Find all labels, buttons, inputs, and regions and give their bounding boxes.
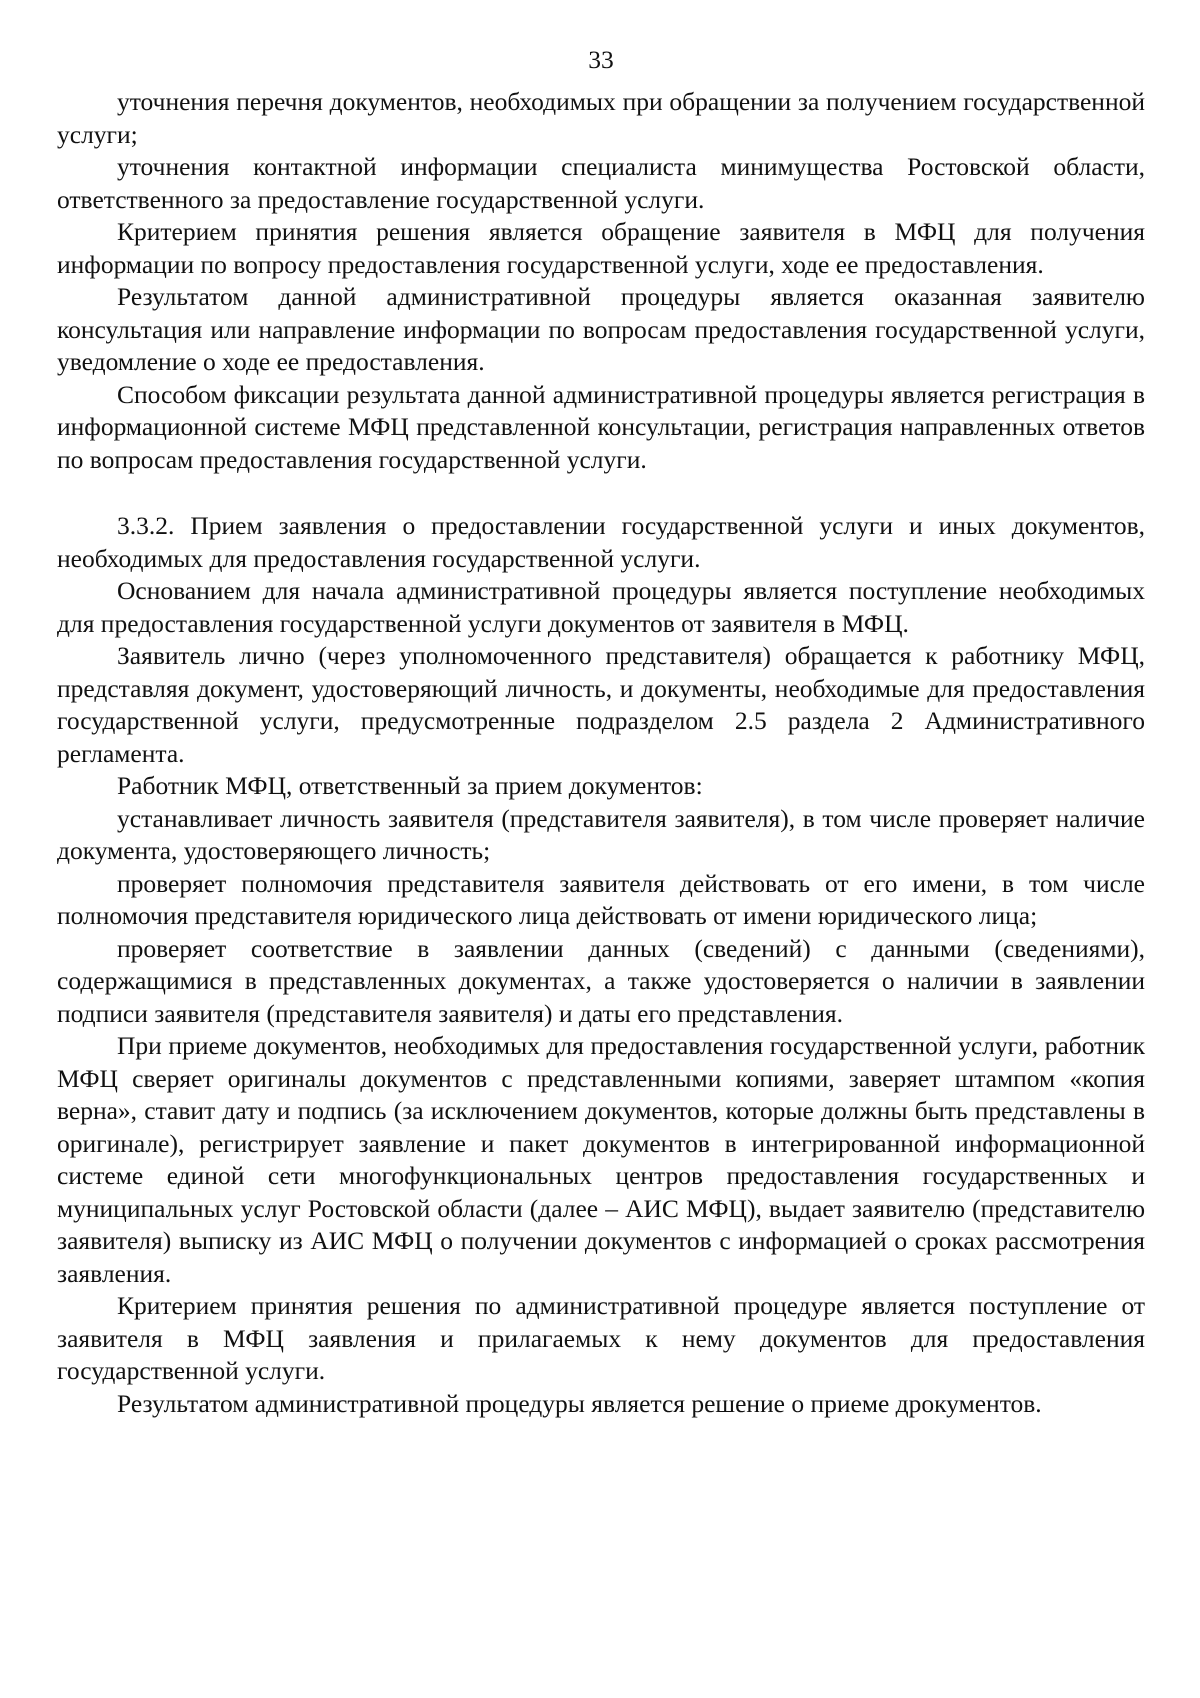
paragraph-basis: Основанием для начала административной процедуры является поступление необходимых для предоставления государственной услуги документов от заявителя в МФЦ. bbox=[57, 576, 1145, 638]
page-number: 33 bbox=[588, 45, 614, 74]
section-gap bbox=[57, 476, 1145, 510]
paragraph-authority-check: проверяет полномочия представителя заявителя действовать от его имени, в том числе полномочия представителя юридического лица действовать от имени юридического лица; bbox=[57, 868, 1145, 930]
paragraph-decision-criterion: Критерием принятия решения является обращение заявителя в МФЦ для получения информации по вопросу предоставления государственной услуги, ходе ее предоставления. bbox=[57, 217, 1145, 279]
paragraph-data-compliance: проверяет соответствие в заявлении данных (сведений) с данными (сведениями), содержащимися в представленных документах, а также удостоверяется о наличии в заявлении подписи заявителя (представителя заявителя) и даты его представления. bbox=[57, 933, 1145, 1028]
paragraph-result: Результатом данной административной процедуры является оказанная заявителю консультация или направление информации по вопросам предоставления государственной услуги, уведомление о ходе ее предоставления. bbox=[57, 282, 1145, 376]
paragraph-applicant-appeal: Заявитель лично (через уполномоченного представителя) обращается к работнику МФЦ, представляя документ, удостоверяющий личность, и документы, необходимые для предоставления государственной услуги, предусмотренные подразделом 2.5 раздела 2 Административного регламента. bbox=[57, 641, 1145, 768]
section-heading-3-3-2: 3.3.2. Прием заявления о предоставлении государственной услуги и иных документов, необходимых для предоставления государственной услуги. bbox=[57, 511, 1145, 573]
paragraph-document-reception: При приеме документов, необходимых для предоставления государственной услуги, работник МФЦ сверяет оригиналы документов с представленными копиями, заверяет штампом «копия верна», ставит дату и подпись (за исключением документов, которые должны быть представлены в оригинале), регистрирует заявление и пакет документов в интегрированной информационной системе единой сети многофункциональных центров предоставления государственных и муниципальных услуг Ростовской области (далее – АИС МФЦ), выдает заявителю (представителю заявителя) выписку из АИС МФЦ о получении документов с информацией о сроках рассмотрения заявления. bbox=[57, 1031, 1145, 1288]
paragraph-clarify-documents: уточнения перечня документов, необходимых при обращении за получением государственной услуги; bbox=[57, 87, 1145, 149]
document-page bbox=[57, 44, 1145, 1420]
paragraph-clarify-contacts: уточнения контактной информации специалиста минимущества Ростовской области, ответственного за предоставление государственной услуги. bbox=[57, 152, 1145, 214]
paragraph-procedure-criterion: Критерием принятия решения по административной процедуре является поступление от заявителя в МФЦ заявления и прилагаемых к нему документов для предоставления государственной услуги. bbox=[57, 1291, 1145, 1385]
paragraph-worker-intro: Работник МФЦ, ответственный за прием документов: bbox=[117, 771, 703, 800]
paragraph-fixation-method: Способом фиксации результата данной административной процедуры является регистрация в информационной системе МФЦ представленной консультации, регистрация направленных ответов по вопросам предоставления государственной услуги. bbox=[57, 379, 1145, 474]
paragraph-procedure-result: Результатом административной процедуры является решение о приеме дрокументов. bbox=[117, 1388, 1042, 1418]
paragraph-identity-check: устанавливает личность заявителя (представителя заявителя), в том числе проверяет наличие документа, удостоверяющего личность; bbox=[57, 803, 1145, 865]
